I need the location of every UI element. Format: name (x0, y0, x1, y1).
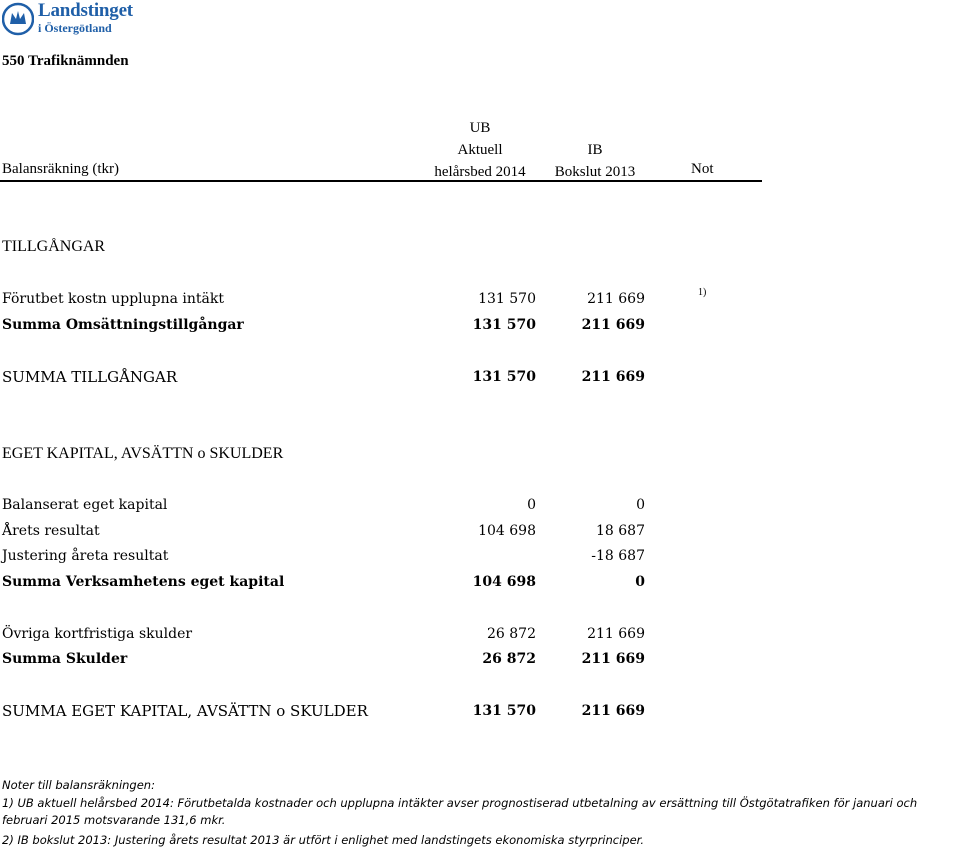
row-label: Förutbet kostn upplupna intäkt (2, 291, 225, 307)
row-label: Justering åreta resultat (2, 548, 169, 564)
row-label: Årets resultat (2, 523, 100, 539)
row-value-ib: 211 669 (587, 626, 645, 642)
note-1: 1) UB aktuell helårsbed 2014: Förutbetalda kostnader och upplupna intäkter avser prognostiserad utbetalning av ersättning till Östgötatrafiken för januari och februari 2015 motsvarande 131,6 mkr. (2, 796, 918, 827)
row-value-ib: 211 669 (581, 369, 645, 385)
row-label: Summa Skulder (2, 651, 128, 667)
column-header-not: Not (691, 161, 714, 177)
row-value-ib: 211 669 (581, 651, 645, 667)
row-value-ub: 131 570 (478, 291, 536, 307)
row-value-ub: 0 (527, 497, 536, 513)
row-value-ib: 0 (635, 574, 645, 590)
row-value-ub: 104 698 (472, 574, 536, 590)
logo-text-line1: Landstinget (38, 0, 133, 21)
row-label: SUMMA TILLGÅNGAR (2, 368, 178, 386)
row-value-ib: 0 (636, 497, 645, 513)
section-heading-assets: TILLGÅNGAR (2, 238, 106, 255)
row-value-ub: 26 872 (487, 626, 536, 642)
row-value-ib: 211 669 (581, 317, 645, 333)
row-value-ib: 18 687 (596, 523, 645, 539)
column-header-ib: IB Bokslut 2013 (554, 142, 636, 180)
table-label-header: Balansräkning (tkr) (2, 161, 120, 177)
notes-title: Noter till balansräkningen: (2, 778, 155, 792)
note-2: 2) IB bokslut 2013: Justering årets resultat 2013 är utfört i enlighet med landstingets ekonomiska styrprinciper. (2, 833, 645, 847)
row-value-ib: 211 669 (581, 703, 645, 719)
section-heading-equity: EGET KAPITAL, AVSÄTTN o SKULDER (2, 445, 284, 462)
note-reference: 1) (698, 287, 707, 298)
logo-text-line2: i Östergötland (38, 21, 112, 35)
row-value-ib: 211 669 (587, 291, 645, 307)
crown-logo-icon (2, 2, 34, 36)
row-label: Summa Verksamhetens eget kapital (2, 574, 285, 590)
row-label: Övriga kortfristiga skulder (2, 626, 193, 642)
row-value-ib: -18 687 (591, 548, 645, 564)
row-label: Balanserat eget kapital (2, 497, 168, 513)
landstinget-logo (2, 2, 142, 38)
row-value-ub: 26 872 (482, 651, 536, 667)
row-label: Summa Omsättningstillgångar (2, 317, 244, 333)
row-value-ub: 131 570 (472, 703, 536, 719)
notes-body (2, 795, 958, 849)
row-value-ub: 104 698 (478, 523, 536, 539)
row-value-ub: 131 570 (472, 317, 536, 333)
header-rule (0, 180, 762, 182)
row-label: SUMMA EGET KAPITAL, AVSÄTTN o SKULDER (2, 702, 368, 720)
column-header-ub: UB Aktuell helårsbed 2014 (434, 120, 526, 180)
row-value-ub: 131 570 (472, 369, 536, 385)
page-title: 550 Trafiknämnden (2, 53, 129, 69)
